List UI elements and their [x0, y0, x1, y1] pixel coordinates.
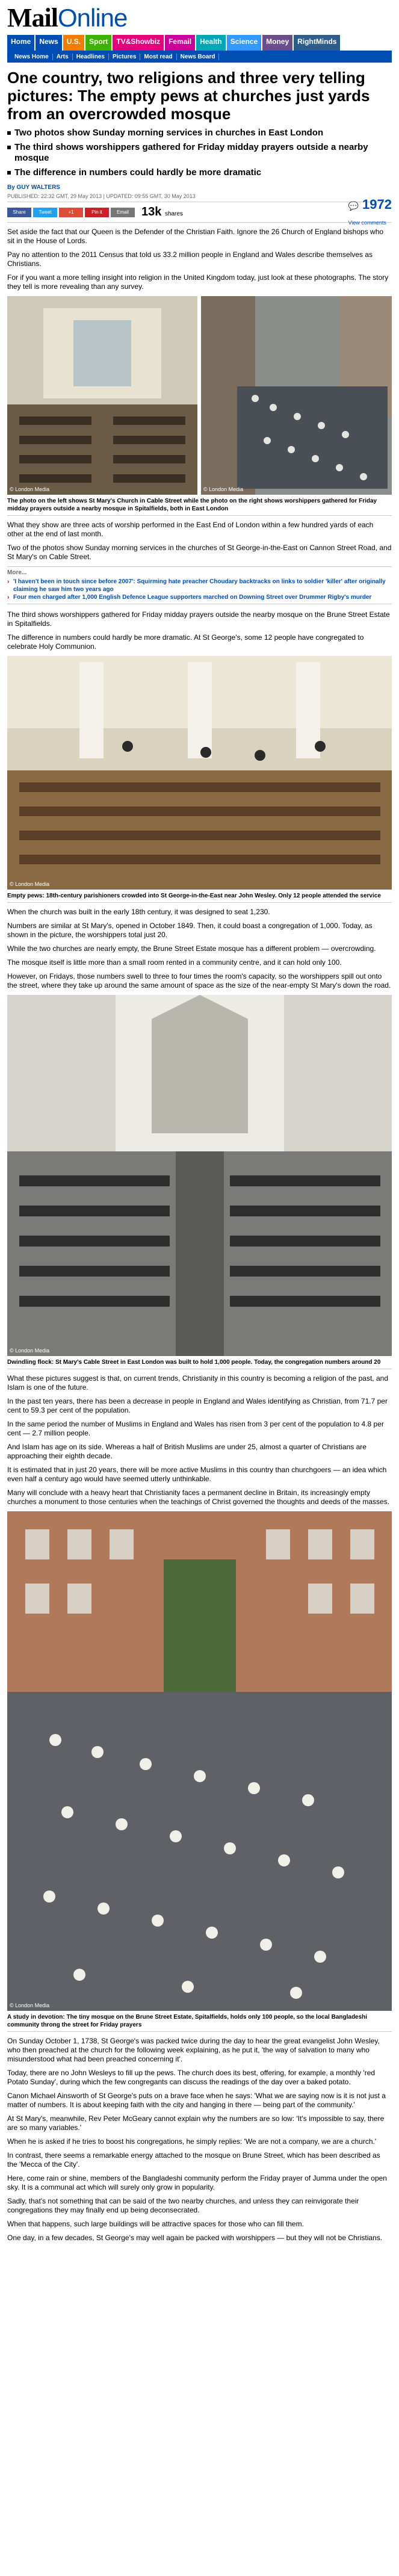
nav-tab-femail[interactable]: Femail — [165, 35, 195, 51]
logo-online: Online — [57, 3, 128, 32]
subnav-link[interactable]: Arts — [53, 54, 73, 60]
st-marys-interior-photo[interactable] — [7, 995, 392, 1356]
st-george-church-photo[interactable] — [7, 656, 392, 890]
nav-tab-home[interactable]: Home — [7, 35, 34, 51]
paragraph: Many will conclude with a heavy heart that Christianity faces a permanent decline in Britain, its increasingly empty churches a monument to those centuries when the teachings of Christ governed the thoughts and deeds of the masses. — [7, 1488, 390, 1506]
paragraph: The difference in numbers could hardly be more dramatic. At St George's, some 12 people have congregated to celebrate Holy Communion. — [7, 633, 364, 651]
photo-credit: © London Media — [203, 486, 244, 492]
share-count — [141, 205, 183, 219]
subnav-link[interactable]: News Board — [177, 54, 220, 60]
photo-caption: The photo on the left shows St Mary's Church in Cable Street while the photo on the right shows worshippers gathered for Friday midday prayers outside a nearby mosque in Spitalfields, both in East London — [7, 495, 392, 516]
photo-caption: A study in devotion: The tiny mosque on the Brune Street Estate, Spitalfields, holds only 100 people, so the local Bangladeshi community throng the street for Friday prayers — [7, 2011, 392, 2032]
paragraph: In contrast, there seems a remarkable energy attached to the mosque on Brune Street, which has been described as the 'Mecca of the City'. — [7, 2151, 380, 2169]
photo-caption: Dwindling flock: St Mary's Cable Street in East London was built to hold 1,000 people. Today, the congregation numbers around 20 — [7, 1356, 392, 1369]
nav-tab-science[interactable]: Science — [227, 35, 261, 51]
pinterest-button[interactable]: Pin it — [85, 208, 109, 217]
photo-credit: © London Media — [10, 2002, 50, 2008]
nav-tab-sport[interactable]: Sport — [85, 35, 111, 51]
paragraph: What they show are three acts of worship performed in the East End of London within a few hundred yards of each other at the end of last month. — [7, 521, 374, 538]
bullet-item: The difference in numbers could hardly be more dramatic — [7, 167, 392, 178]
church-photo-st-marys[interactable] — [7, 296, 197, 495]
mosque-prayers-photo[interactable] — [201, 296, 392, 495]
photo-credit: © London Media — [10, 881, 50, 887]
paragraph: Here, come rain or shine, members of the Bangladeshi community perform the Friday prayer of Jumma under the open sky. It is a communal act which will surely only grow in popularity. — [7, 2174, 387, 2191]
subnav-link[interactable]: Most read — [140, 54, 176, 60]
byline[interactable]: By GUY WALTERS — [7, 184, 60, 191]
paragraph: In the same period the number of Muslims in England and Wales has risen from 3 per cent of the population to 4.8 per cent — 2.7 million people. — [7, 1420, 384, 1437]
article-bullets — [7, 128, 392, 178]
email-share-button[interactable]: Email — [111, 208, 135, 217]
logo-main: Mail — [7, 2, 58, 33]
paragraph: Sadly, that's not something that can be said of the two nearby churches, and unless they can reinvigorate their congregations they may finally end up being deconsecrated. — [7, 2197, 359, 2214]
sub-nav — [7, 51, 392, 63]
subnav-link[interactable]: News Home — [11, 54, 53, 60]
related-link[interactable]: › 'I haven't been in touch since before 2007': Squirming hate preacher Choudary backtracks on links to soldier 'killer' after originally claiming he saw him two years ago — [7, 578, 392, 593]
facebook-share-button[interactable]: Share — [7, 208, 31, 217]
related-links-heading: More... — [7, 569, 27, 576]
share-count-value: 13k — [141, 205, 162, 218]
share-count-label: shares — [164, 211, 183, 217]
nav-tab-rightminds[interactable]: RightMinds — [294, 35, 340, 51]
paragraph: When that happens, such large buildings will be attractive spaces for those who can fill them. — [7, 2220, 304, 2228]
paragraph: When the church was built in the early 18th century, it was designed to seat 1,230. — [7, 908, 270, 916]
view-comments-label: View comments — [348, 219, 386, 226]
tweet-button[interactable]: Tweet — [33, 208, 57, 217]
comment-count: 1972 — [362, 196, 392, 212]
paragraph: It is estimated that in just 20 years, there will be more active Muslims in this country than churchgoers — an idea which even half a century ago would have seemed utterly unthinkable. — [7, 1466, 387, 1483]
nav-tab-health[interactable]: Health — [196, 35, 226, 51]
paragraph: When he is asked if he tries to boost his congregations, he simply replies: 'We are not a company, we are a church.' — [7, 2137, 377, 2146]
paragraph: Canon Michael Ainsworth of St George's puts on a brave face when he says: 'What we are saying now is it is not just a matter of numbers. It is about keeping faith with the city and hanging in there — being part of the community.' — [7, 2091, 386, 2109]
bullet-item: The third shows worshippers gathered for Friday midday prayers outside a nearby mosque — [7, 142, 392, 164]
paragraph: One day, in a few decades, St George's may well again be packed with worshippers — but they will not be Christians. — [7, 2234, 383, 2242]
main-nav — [0, 35, 399, 51]
photo-credit: © London Media — [10, 1348, 50, 1354]
google-plus-button[interactable]: +1 — [59, 208, 83, 217]
subnav-link[interactable]: Pictures — [109, 54, 140, 60]
nav-tab-news[interactable]: News — [36, 35, 61, 51]
paragraph: At St Mary's, meanwhile, Rev Peter McGeary cannot explain why the numbers are so low: 'It's impossible to say, there are so many variables.' — [7, 2114, 385, 2132]
paragraph: Pay no attention to the 2011 Census that told us 33.2 million people in England and Wales describe themselves as Christians. — [7, 250, 373, 268]
paragraph: Two of the photos show Sunday morning services in the churches of St George-in-the-East on Cannon Street Road, and St Mary's on Cable Street. — [7, 543, 392, 561]
masthead — [0, 0, 399, 35]
photo-pair — [7, 296, 392, 495]
speech-bubble-icon: 💬 — [348, 200, 359, 211]
related-links — [7, 566, 392, 604]
photo-caption: Empty pews: 18th-century parishioners crowded into St George-in-the-East near John Wesley. Only 12 people attended the service — [7, 890, 392, 903]
photo-credit: © London Media — [10, 486, 50, 492]
paragraph: While the two churches are nearly empty, the Brune Street Estate mosque has a different problem — overcrowding. — [7, 944, 376, 953]
paragraph: Set aside the fact that our Queen is the Defender of the Christian Faith. Ignore the 26 Church of England bishops who sit in the House of Lords. — [7, 228, 384, 245]
paragraph: And Islam has age on its side. Whereas a half of British Muslims are under 25, almost a quarter of Christians are approaching their eighth decade. — [7, 1443, 367, 1460]
publish-dates: PUBLISHED: 22:32 GMT, 29 May 2013 | UPDATED: 09:55 GMT, 30 May 2013 — [7, 193, 392, 202]
related-link[interactable]: › Four men charged after 1,000 English Defence League supporters marched on Downing Street over Drummer Rigby's murder — [7, 593, 392, 601]
brune-street-mosque-photo[interactable] — [7, 1511, 392, 2011]
comments-link[interactable] — [348, 197, 392, 228]
paragraph: The mosque itself is little more than a small room rented in a community centre, and it can hold only 100. — [7, 958, 342, 967]
paragraph: Numbers are similar at St Mary's, opened in October 1849. Then, it could boast a congregation of 1,000. Today, as shown in the picture, the worshippers total just 20. — [7, 921, 373, 939]
paragraph: In the past ten years, there has been a decrease in people in England and Wales identifying as Christian, from 71.7 per cent to 59.3 per cent of the population. — [7, 1397, 388, 1414]
paragraph: The third shows worshippers gathered for Friday midday prayers outside the nearby mosque on the Brune Street Estate in Spitalfields. — [7, 610, 390, 628]
nav-tab-tv-showbiz[interactable]: TV&Showbiz — [113, 35, 164, 51]
subnav-link[interactable]: Headlines — [73, 54, 109, 60]
nav-tab-money[interactable]: Money — [262, 35, 292, 51]
paragraph: What these pictures suggest is that, on current trends, Christianity in this country is becoming a religion of the past, and Islam is one of the future. — [7, 1374, 388, 1392]
paragraph: However, on Fridays, those numbers swell to three to four times the room's capacity, so the worshippers spill out onto the street, where they take up around the same amount of space as the size of the near-empty St Mary's down the road. — [7, 972, 391, 989]
paragraph: For if you want a more telling insight into religion in the United Kingdom today, just look at these photographs. The story they tell is more revealing than any survey. — [7, 273, 389, 291]
paragraph: On Sunday October 1, 1738, St George's was packed twice during the day to hear the great evangelist John Wesley, who then preached at the church for the following week explaining, as he put it, 'the way of salvation to many who misunderstood what had been preached concerning it'. — [7, 2037, 380, 2063]
mailonline-logo[interactable] — [7, 2, 127, 33]
paragraph: Today, there are no John Wesleys to fill up the pews. The church does its best, offering, for example, a monthly 'red Potato Sunday', during which the few congregants can discuss the readings of the day over a baked potato. — [7, 2069, 376, 2086]
nav-tab-u-s-[interactable]: U.S. — [63, 35, 84, 51]
article-title: One country, two religions and three very telling pictures: The empty pews at churches just yards from an overcrowded mosque — [7, 69, 370, 123]
bullet-item: Two photos show Sunday morning services in churches in East London — [7, 128, 392, 138]
article — [0, 69, 399, 2243]
